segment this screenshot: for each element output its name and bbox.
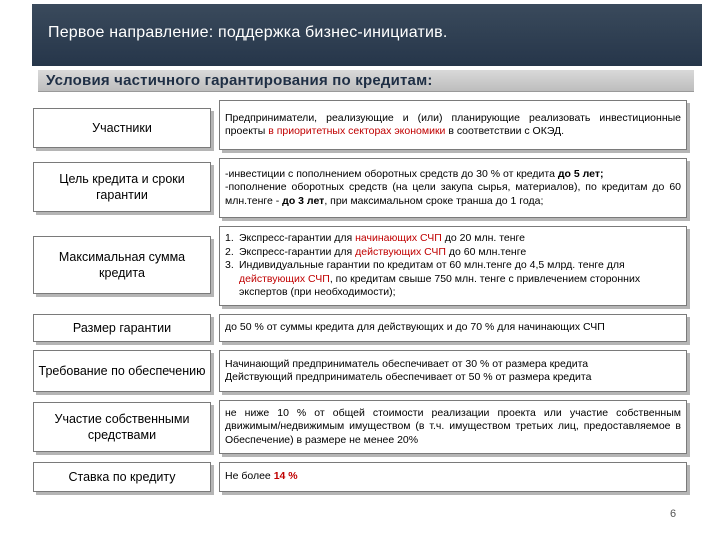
table-row-rate xyxy=(33,462,683,492)
row-label-purpose: Цель кредита и сроки гарантии xyxy=(33,162,211,212)
row-label-rate: Ставка по кредиту xyxy=(33,462,211,492)
own-funds-text: не ниже 10 % от общей стоимости реализации проекта или участие собственным движимым/недвижимым имуществом (в т.ч. имуществом третьих лиц, предоставляемое в Обеспечение) в размере не менее 20% xyxy=(225,406,681,446)
row-label-own-funds: Участие собственными средствами xyxy=(33,402,211,452)
list-item: 2. Экспресс-гарантии для действующих СЧП до 60 млн.тенге xyxy=(225,245,527,258)
row-content-guarantee-size xyxy=(219,314,687,342)
row-label-participants: Участники xyxy=(33,108,211,148)
participants-text: Предприниматели, реализующие и (или) планирующие реализовать инвестиционные проекты в приоритетных секторах экономики в соответствии с ОКЭД. xyxy=(225,111,681,137)
row-content-participants xyxy=(219,100,687,150)
table-row-own-funds xyxy=(33,400,683,454)
guarantee-size-text: до 50 % от суммы кредита для действующих и до 70 % для начинающих СЧП xyxy=(225,321,605,334)
row-content-rate xyxy=(219,462,687,492)
row-content-max-amount xyxy=(219,226,687,306)
list-item: 3. Индивидуальные гарантии по кредитам от 60 млн.тенге до 4,5 млрд. тенге для действующих СЧП, по кредитам свыше 750 млн. тенге с привлечением сторонних экспертов (при необходимости); xyxy=(225,259,641,299)
table-row-guarantee-size xyxy=(33,314,683,342)
table-row-collateral xyxy=(33,350,683,392)
collateral-line-2: Действующий предприниматель обеспечивает от 50 % от размера кредита xyxy=(225,371,592,383)
section-subtitle: Условия частичного гарантирования по кредитам: xyxy=(46,72,433,89)
row-label-guarantee-size: Размер гарантии xyxy=(33,314,211,342)
row-label-max-amount: Максимальная сумма кредита xyxy=(33,236,211,294)
row-content-collateral xyxy=(219,350,687,392)
row-label-collateral: Требование по обеспечению xyxy=(33,350,211,392)
collateral-line-1: Начинающий предприниматель обеспечивает от 30 % от размера кредита xyxy=(225,357,589,370)
row-content-purpose xyxy=(219,158,687,218)
list-item: 1. Экспресс-гарантии для начинающих СЧП до 20 млн. тенге xyxy=(225,232,525,245)
slide-title: Первое направление: поддержка бизнес-инициатив. xyxy=(48,24,448,41)
table-row-max-amount xyxy=(33,226,683,306)
page-number: 6 xyxy=(670,508,677,520)
purpose-line-1: -инвестиции с пополнением оборотных средств до 30 % от кредита до 5 лет; xyxy=(225,167,604,180)
slide-title-bar xyxy=(32,4,702,66)
rate-text: Не более 14 % xyxy=(225,470,298,483)
max-amount-list xyxy=(225,232,681,300)
section-subtitle-bar xyxy=(38,70,694,92)
purpose-line-2: -пополнение оборотных средств (на цели закупа сырья, материалов), по кредитам до 60 млн.тенге - до 3 лет, при максимальном сроке транша до 1 года; xyxy=(225,181,681,207)
table-row-purpose xyxy=(33,158,683,218)
table-row-participants xyxy=(33,100,683,150)
row-content-own-funds xyxy=(219,400,687,454)
